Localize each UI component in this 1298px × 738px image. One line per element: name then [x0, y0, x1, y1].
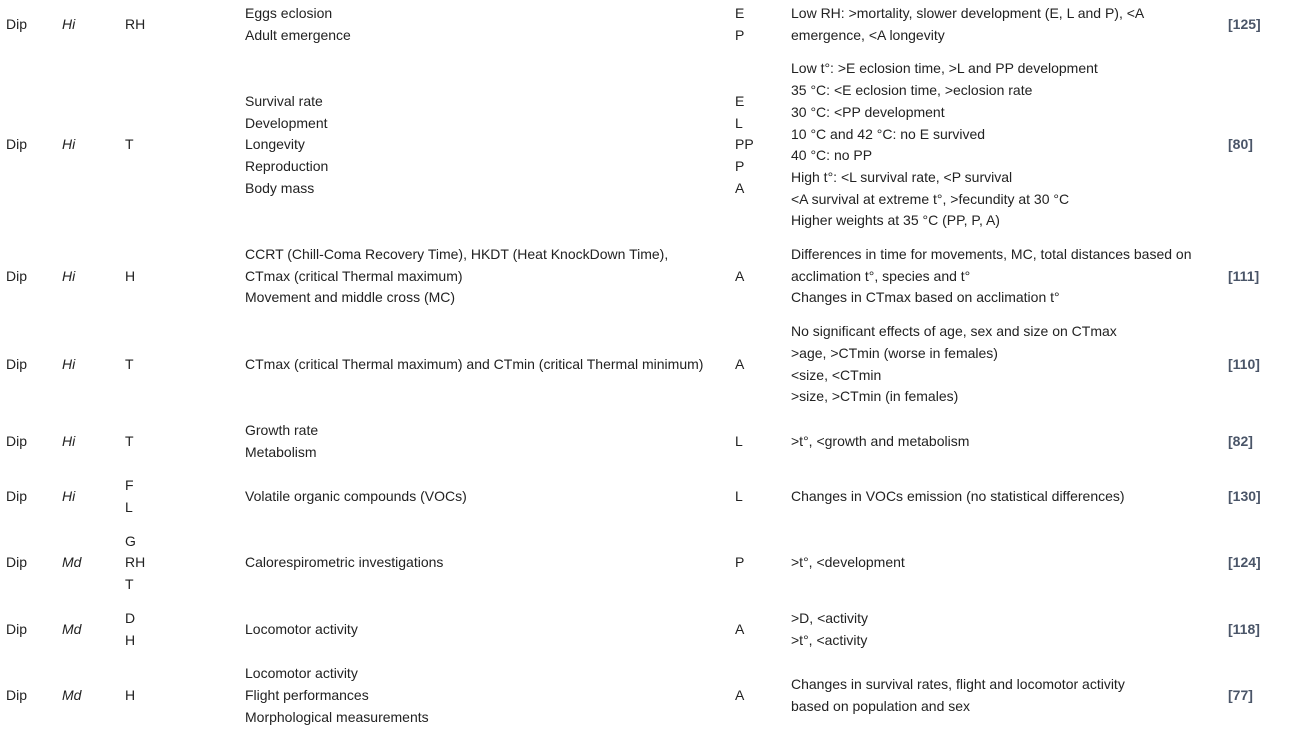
parameters-cell	[245, 0, 735, 52]
factor-line: RH	[125, 15, 146, 32]
parameters-line: Flight performances	[245, 686, 369, 703]
effects-line: Low RH: >mortality, slower development (E, L and P), <A	[791, 5, 1145, 21]
parameters-line: CTmax (critical Thermal maximum) and CTmin (critical Thermal minimum)	[245, 355, 704, 372]
stage-cell	[735, 657, 791, 734]
parameters-line: Movement and middle cross (MC)	[245, 289, 456, 306]
factor-line: RH	[125, 554, 146, 571]
effects-line: <size, <CTmin	[791, 366, 882, 383]
species-cell: Hi	[62, 432, 76, 449]
reference-cell: [118]	[1228, 620, 1260, 637]
species-cell: Hi	[62, 488, 76, 505]
reference-cell: [82]	[1228, 432, 1253, 449]
reference-cell: [77]	[1228, 686, 1253, 703]
species-cell: Hi	[62, 355, 76, 372]
parameters-line: Adult emergence	[245, 26, 351, 43]
stage-cell	[735, 0, 791, 52]
factor-line: T	[125, 355, 134, 372]
effects-line: 40 °C: no PP	[791, 147, 873, 164]
stage-line: P	[735, 26, 745, 43]
effects-line: acclimation t°, species and t°	[791, 267, 971, 284]
factor-cell	[125, 0, 245, 52]
parameters-line: Development	[245, 114, 328, 131]
species-cell: Md	[62, 620, 82, 637]
effects-line: Differences in time for movements, MC, total distances based on	[791, 246, 1192, 263]
effects-line: >t°, <growth and metabolism	[791, 432, 970, 449]
factor-line: T	[125, 576, 134, 593]
effects-cell	[791, 414, 1228, 469]
table-row	[0, 602, 1298, 657]
factor-line: F	[125, 477, 134, 494]
parameters-line: CCRT (Chill-Coma Recovery Time), HKDT (Heat KnockDown Time),	[245, 246, 669, 263]
effects-cell	[791, 52, 1228, 238]
effects-cell	[791, 525, 1228, 602]
factor-cell	[125, 414, 245, 469]
parameters-line: Locomotor activity	[245, 620, 358, 637]
effects-line: No significant effects of age, sex and size on CTmax	[791, 323, 1117, 340]
table-row	[0, 414, 1298, 469]
parameters-line: Longevity	[245, 136, 305, 153]
effects-line: >t°, <activity	[791, 631, 868, 648]
factor-line: H	[125, 686, 136, 703]
order-cell: Dip	[6, 620, 28, 637]
effects-line: High t°: <L survival rate, <P survival	[791, 168, 1013, 185]
effects-line: based on population and sex	[791, 697, 971, 714]
species-cell: Hi	[62, 136, 76, 153]
stage-line: A	[735, 355, 745, 372]
factor-line: T	[125, 136, 134, 153]
species-cell: Hi	[62, 267, 76, 284]
parameters-line: Volatile organic compounds (VOCs)	[245, 488, 467, 505]
factor-line: L	[125, 499, 133, 516]
factor-cell	[125, 52, 245, 238]
factor-cell	[125, 525, 245, 602]
parameters-cell	[245, 414, 735, 469]
order-cell: Dip	[6, 554, 28, 571]
effects-line: >t°, <development	[791, 554, 905, 571]
parameters-cell	[245, 657, 735, 734]
effects-line: >size, >CTmin (in females)	[791, 388, 959, 405]
stage-line: L	[735, 488, 743, 505]
factor-cell	[125, 657, 245, 734]
parameters-line: Growth rate	[245, 421, 319, 438]
stage-line: E	[735, 92, 745, 109]
factor-line: G	[125, 532, 136, 549]
stage-line: E	[735, 5, 745, 21]
parameters-line: Eggs eclosion	[245, 5, 333, 21]
effects-line: emergence, <A longevity	[791, 26, 945, 43]
stage-cell	[735, 602, 791, 657]
stage-line: A	[735, 620, 745, 637]
parameters-line: CTmax (critical Thermal maximum)	[245, 267, 463, 284]
effects-cell	[791, 0, 1228, 52]
order-cell: Dip	[6, 136, 28, 153]
reference-cell: [130]	[1228, 488, 1261, 505]
order-cell: Dip	[6, 267, 28, 284]
parameters-cell	[245, 52, 735, 238]
table-row	[0, 525, 1298, 602]
factor-cell	[125, 315, 245, 414]
effects-line: Changes in VOCs emission (no statistical differences)	[791, 488, 1125, 505]
effects-cell	[791, 657, 1228, 734]
reference-cell: [124]	[1228, 554, 1261, 571]
stage-line: L	[735, 114, 743, 131]
table-row	[0, 469, 1298, 524]
effects-line: 30 °C: <PP development	[791, 103, 945, 120]
factor-line: T	[125, 432, 134, 449]
effects-line: Low t°: >E eclosion time, >L and PP development	[791, 60, 1098, 77]
species-cell: Md	[62, 686, 82, 703]
parameters-line: Locomotor activity	[245, 665, 358, 682]
stage-cell	[735, 469, 791, 524]
parameters-cell	[245, 525, 735, 602]
stage-line: A	[735, 686, 745, 703]
stage-cell	[735, 525, 791, 602]
stage-cell	[735, 238, 791, 315]
order-cell: Dip	[6, 686, 28, 703]
stage-line: P	[735, 158, 745, 175]
table-row	[0, 657, 1298, 734]
factor-line: H	[125, 631, 136, 648]
table-row	[0, 315, 1298, 414]
order-cell: Dip	[6, 488, 28, 505]
effects-line: Changes in CTmax based on acclimation t°	[791, 289, 1060, 306]
effects-line: >age, >CTmin (worse in females)	[791, 344, 998, 361]
stage-cell	[735, 52, 791, 238]
reference-cell: [110]	[1228, 355, 1260, 372]
parameters-cell	[245, 469, 735, 524]
parameters-cell	[245, 315, 735, 414]
table-row	[0, 0, 1298, 52]
parameters-cell	[245, 238, 735, 315]
parameters-line: Morphological measurements	[245, 708, 429, 725]
effects-line: Higher weights at 35 °C (PP, P, A)	[791, 212, 1000, 229]
stage-line: A	[735, 267, 745, 284]
parameters-line: Body mass	[245, 179, 315, 196]
factor-cell	[125, 238, 245, 315]
effects-cell	[791, 469, 1228, 524]
stage-line: A	[735, 179, 745, 196]
parameters-line: Reproduction	[245, 158, 329, 175]
stage-line: P	[735, 554, 745, 571]
table-row	[0, 52, 1298, 238]
stage-cell	[735, 315, 791, 414]
factor-cell	[125, 602, 245, 657]
stage-line: L	[735, 432, 743, 449]
species-cell: Md	[62, 554, 82, 571]
factor-cell	[125, 469, 245, 524]
effects-line: Changes in survival rates, flight and locomotor activity	[791, 676, 1125, 693]
order-cell: Dip	[6, 432, 28, 449]
reference-cell: [111]	[1228, 267, 1260, 284]
parameters-line: Calorespirometric investigations	[245, 554, 444, 571]
stage-cell	[735, 414, 791, 469]
effects-line: <A survival at extreme t°, >fecundity at 30 °C	[791, 190, 1070, 207]
parameters-line: Survival rate	[245, 92, 323, 109]
species-cell: Hi	[62, 15, 76, 32]
parameters-cell	[245, 602, 735, 657]
effects-line: 35 °C: <E eclosion time, >eclosion rate	[791, 82, 1033, 99]
effects-cell	[791, 315, 1228, 414]
factor-line: H	[125, 267, 136, 284]
order-cell: Dip	[6, 15, 28, 32]
reference-cell: [80]	[1228, 136, 1253, 153]
effects-cell	[791, 602, 1228, 657]
reference-cell: [125]	[1228, 15, 1261, 32]
order-cell: Dip	[6, 355, 28, 372]
factor-line: D	[125, 609, 136, 626]
effects-cell	[791, 238, 1228, 315]
stage-line: PP	[735, 136, 754, 153]
parameters-line: Metabolism	[245, 443, 317, 460]
effects-line: 10 °C and 42 °C: no E survived	[791, 125, 986, 142]
table-row	[0, 238, 1298, 315]
effects-line: >D, <activity	[791, 609, 869, 626]
